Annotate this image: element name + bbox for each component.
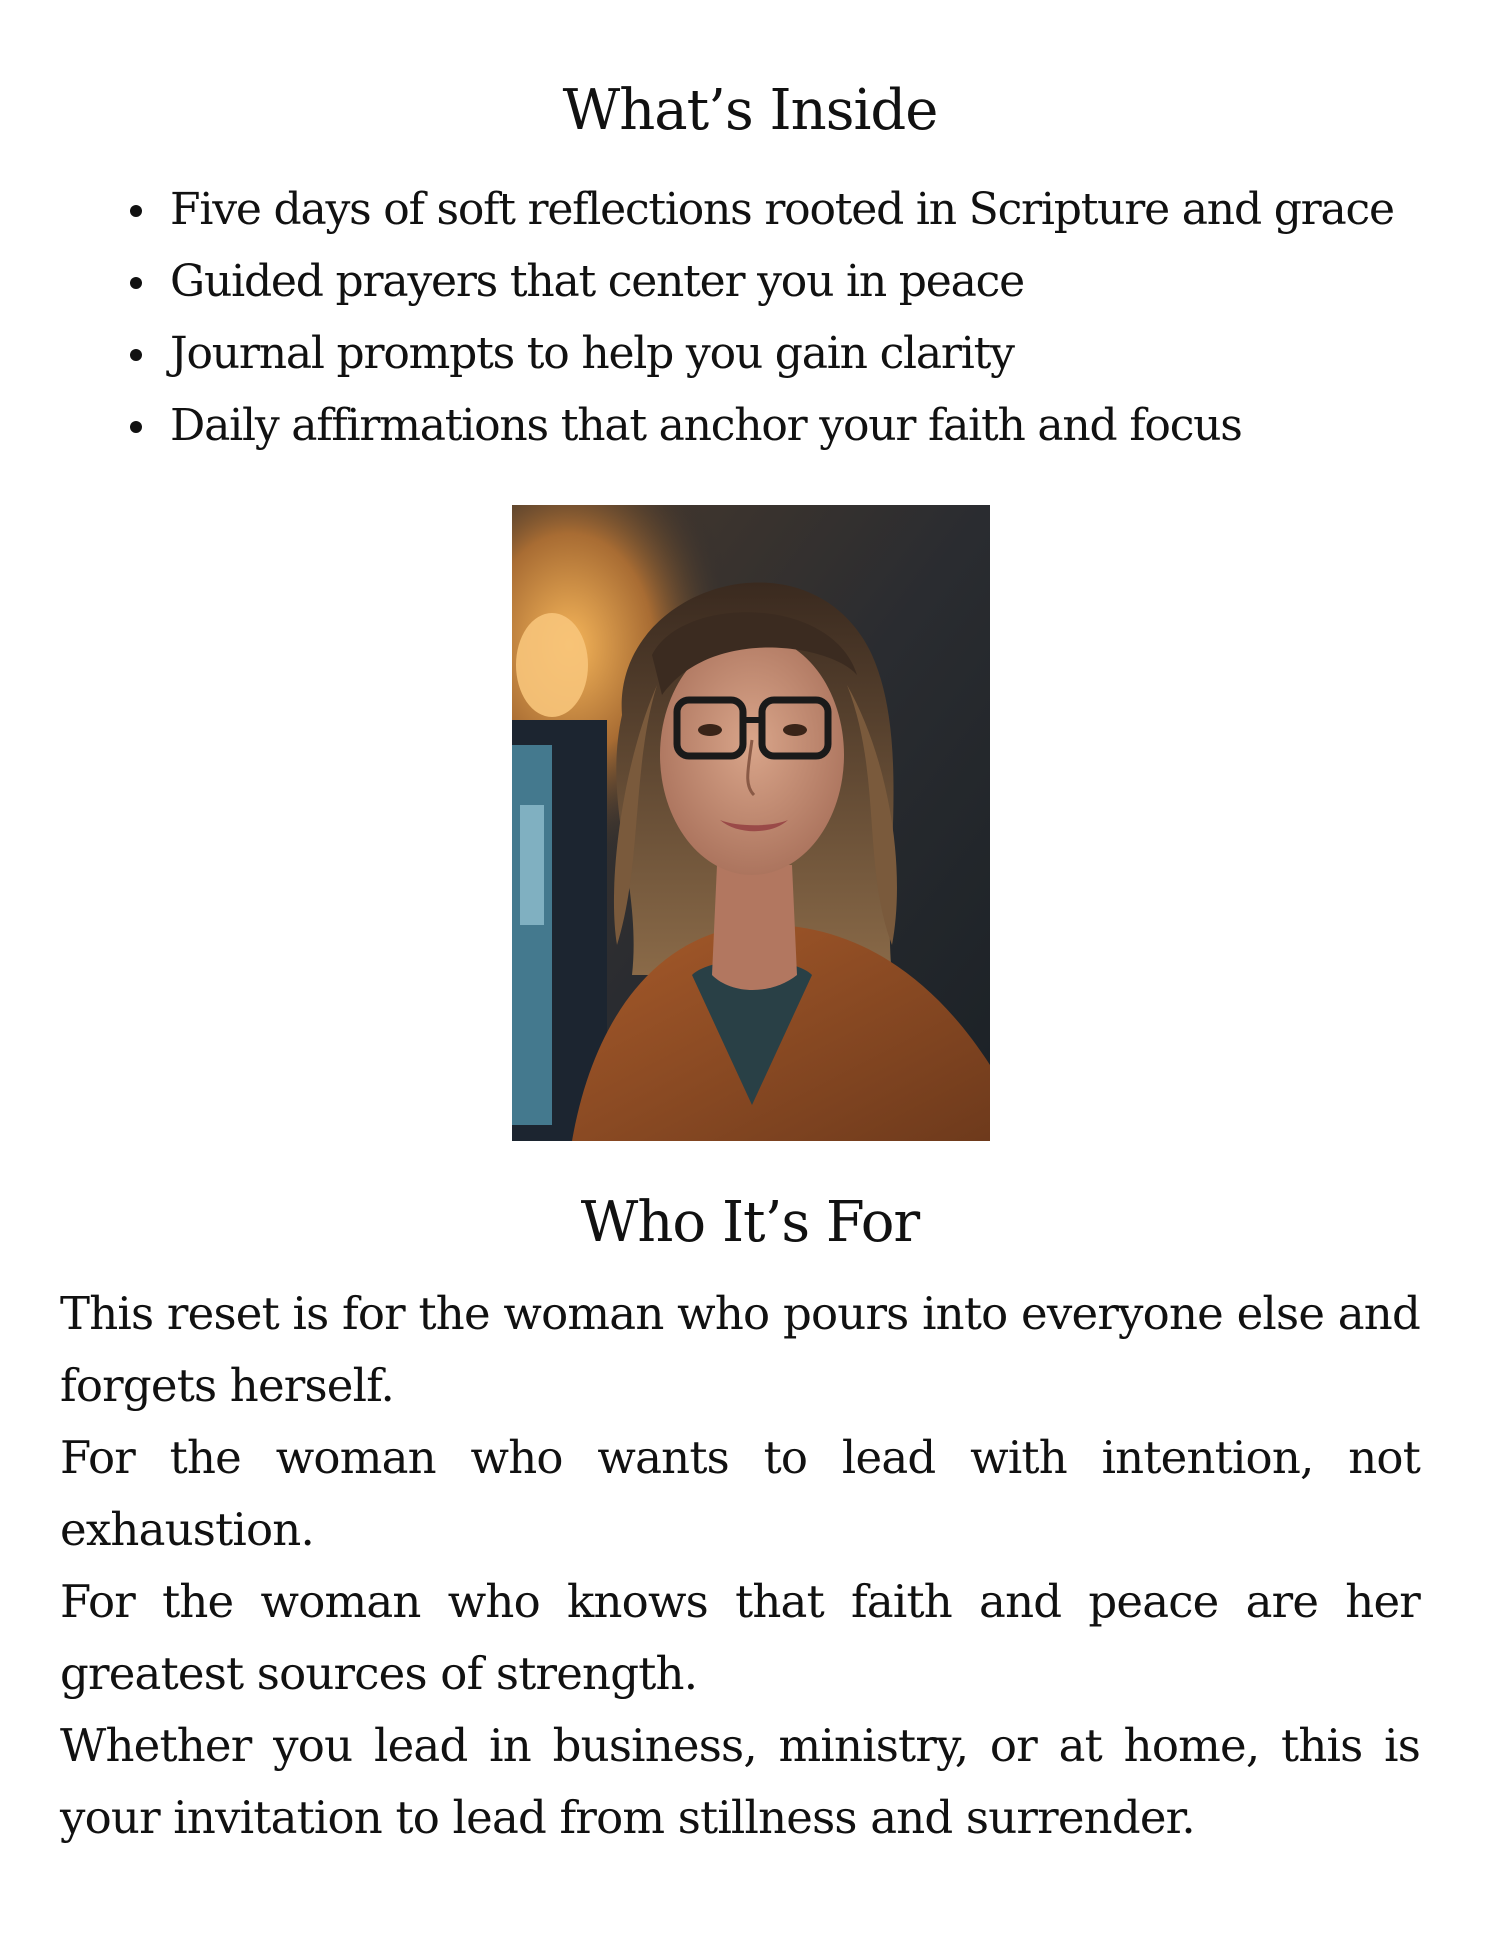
list-item-text: Journal prompts to help you gain clarity: [170, 328, 1014, 379]
list-item: [130, 246, 1430, 318]
body-paragraph: This reset is for the woman who pours into everyone else and forgets herself.: [60, 1287, 1420, 1412]
bullet-icon: [130, 277, 142, 289]
bullet-icon: [130, 421, 142, 433]
list-item-text: Five days of soft reflections rooted in Scripture and grace: [170, 184, 1394, 235]
body-paragraph: For the woman who wants to lead with intention, not exhaustion.: [60, 1431, 1420, 1556]
list-item-text: Guided prayers that center you in peace: [170, 256, 1024, 307]
whats-inside-heading: What’s Inside: [562, 78, 938, 143]
portrait-photo: [512, 505, 990, 1141]
list-item: [130, 390, 1430, 462]
body-paragraph: Whether you lead in business, ministry, or at home, this is your invitation to lead from stillness and surrender.: [60, 1719, 1420, 1844]
who-its-for-heading: Who It’s For: [580, 1190, 920, 1255]
bullet-icon: [130, 349, 142, 361]
list-item: [130, 174, 1430, 246]
who-its-for-body: [60, 1278, 1420, 1854]
bullet-icon: [130, 205, 142, 217]
list-item: [130, 318, 1430, 390]
body-paragraph: For the woman who knows that faith and peace are her greatest sources of strength.: [60, 1575, 1420, 1700]
list-item-text: Daily affirmations that anchor your faith and focus: [170, 400, 1242, 451]
whats-inside-list: [130, 174, 1430, 462]
